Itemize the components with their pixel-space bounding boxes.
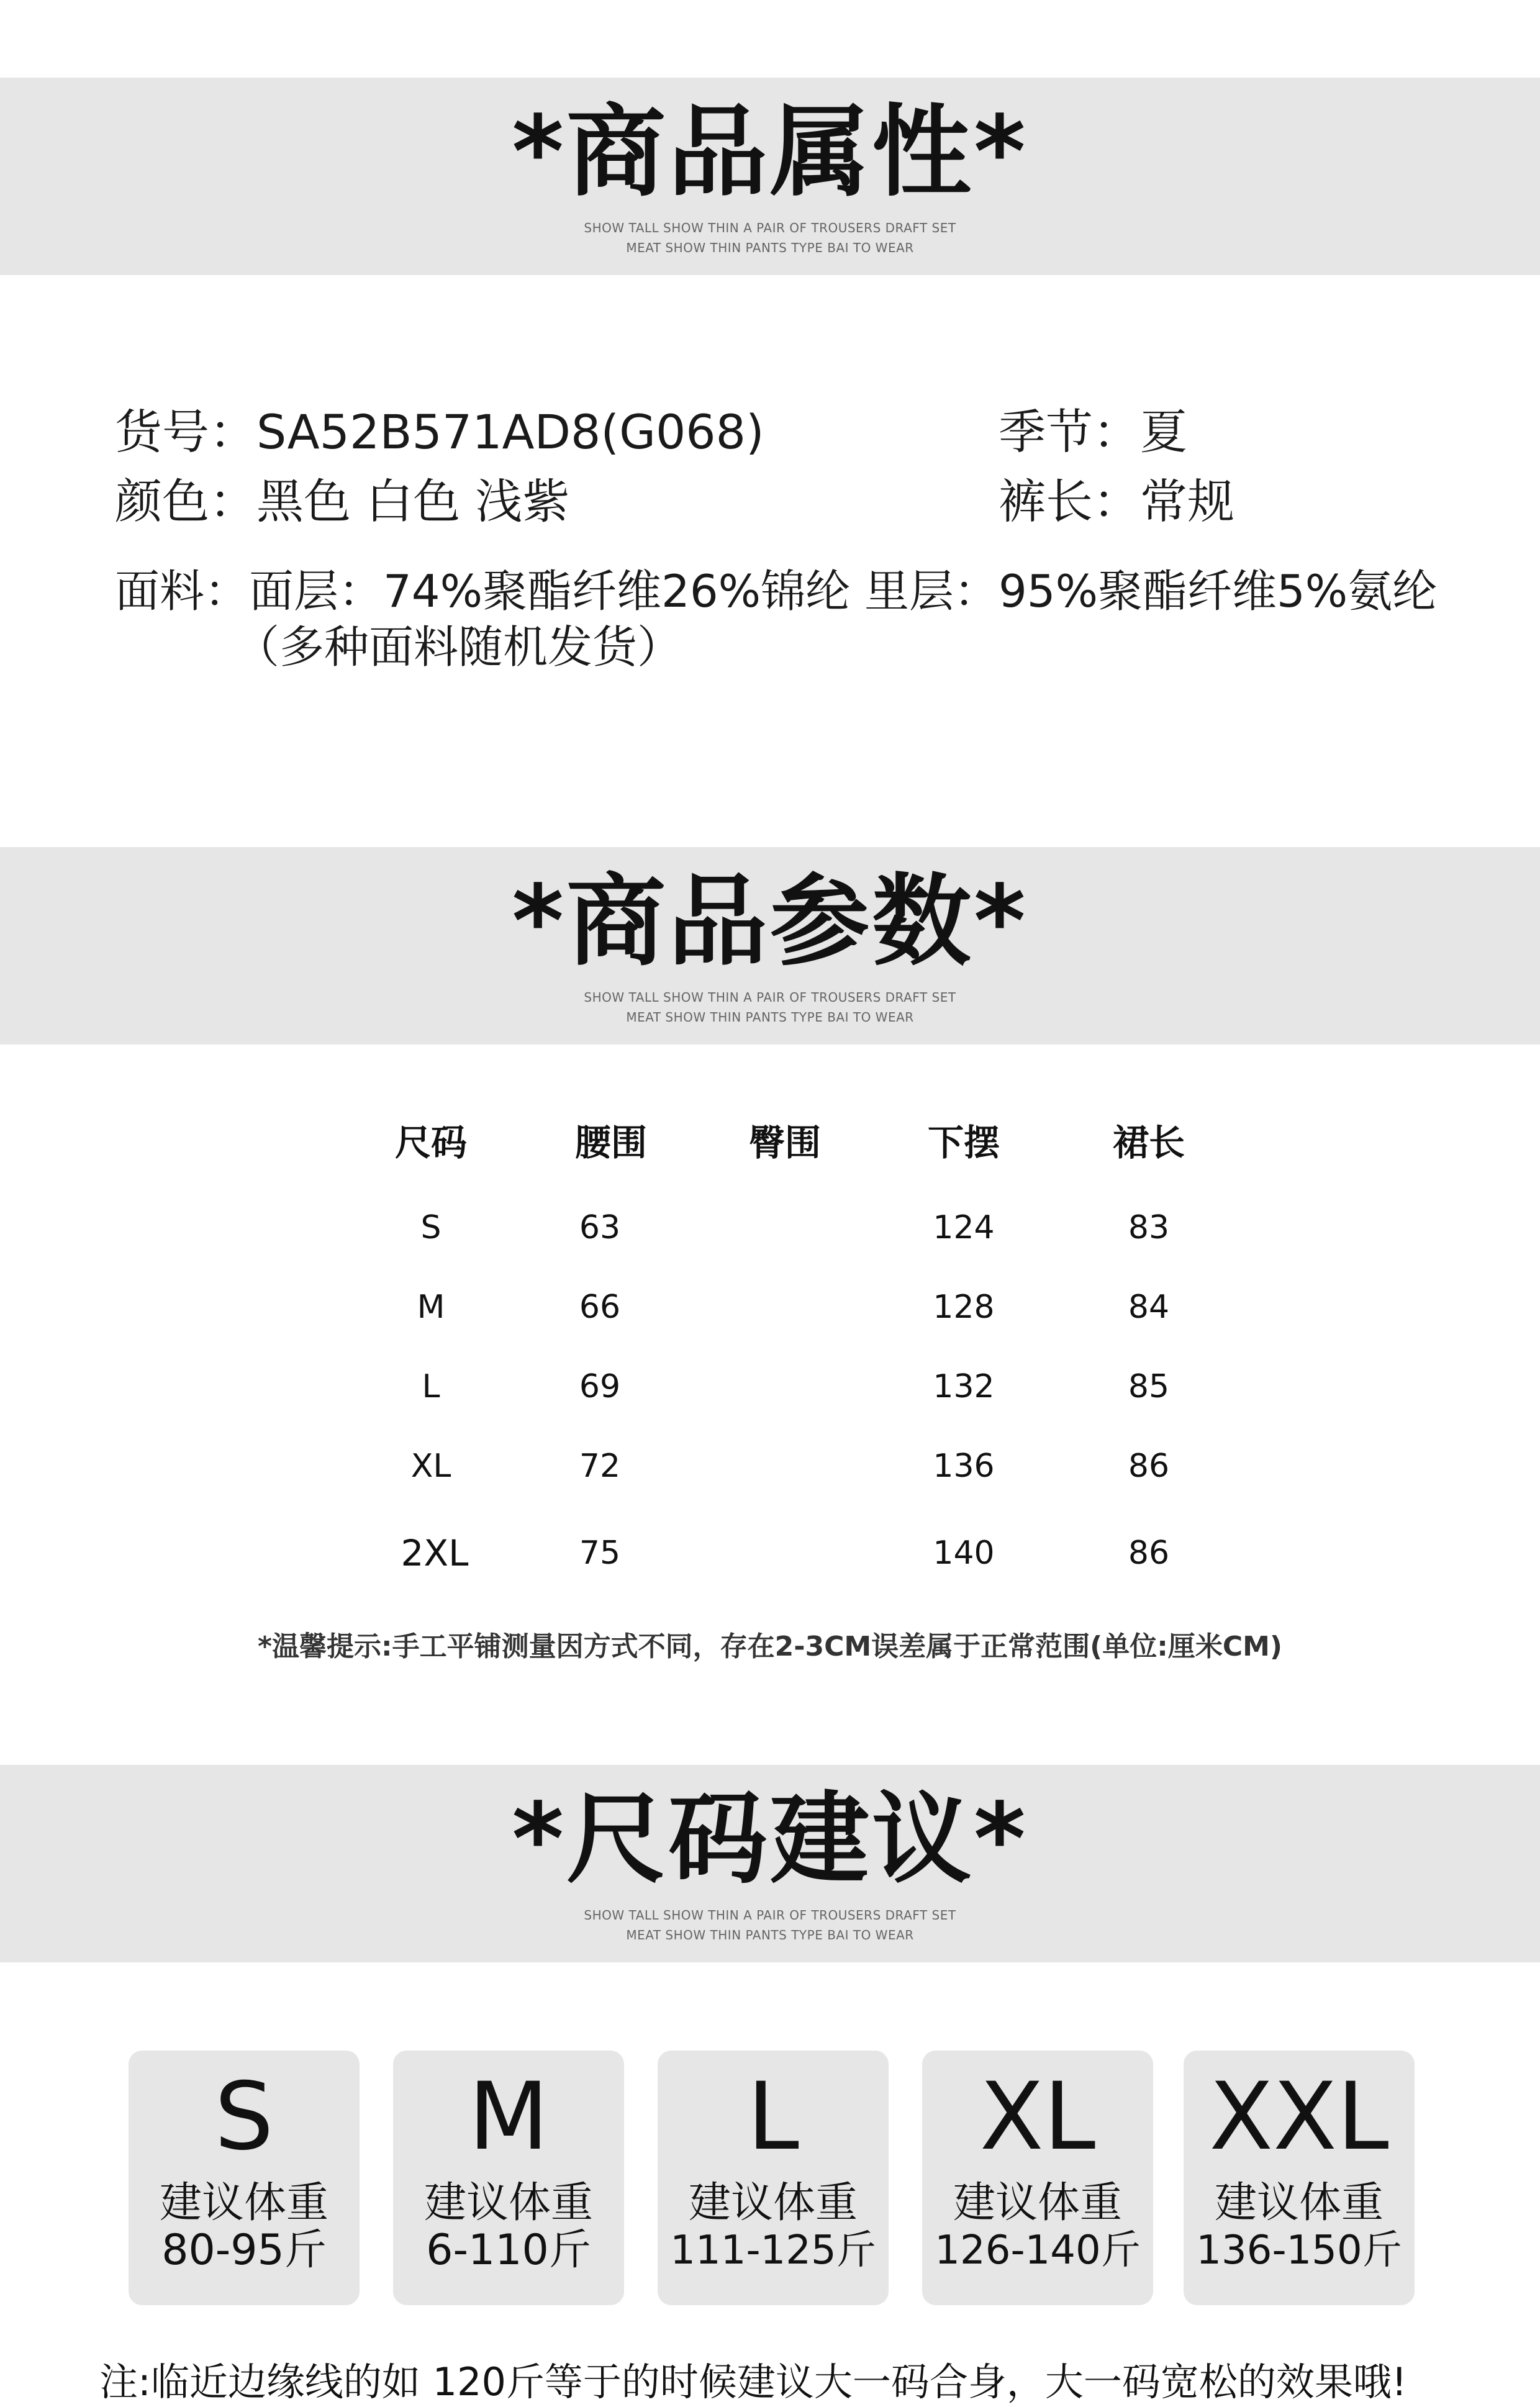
size-card-weight: 6-110斤 — [426, 2226, 591, 2275]
size-advice-subtitle-line2: MEAT SHOW THIN PANTS TYPE BAI TO WEAR — [626, 1928, 914, 1942]
table-cell-hem: 140 — [933, 1534, 995, 1572]
parameters-subtitle-line1: SHOW TALL SHOW THIN A PAIR OF TROUSERS DRAFT SET — [584, 990, 956, 1005]
attr-length: 裤长：常规 — [999, 474, 1234, 529]
attr-fabric: 面料：面层：74%聚酯纤维26%锦纶 里层：95%聚酯纤维5%氨纶 — [115, 565, 1438, 617]
table-cell-length: 86 — [1128, 1448, 1170, 1485]
table-cell-length: 84 — [1128, 1289, 1170, 1326]
table-header-cell: 腰围 — [574, 1122, 647, 1164]
attr-fabric-note: （多种面料随机发货） — [235, 621, 682, 673]
size-note: 注:临近边缘线的如 120斤等于的时候建议大一码合身，大一码宽松的效果哦! — [99, 2359, 1407, 2405]
table-header-cell: 尺码 — [394, 1122, 467, 1164]
attributes-subtitle-line2: MEAT SHOW THIN PANTS TYPE BAI TO WEAR — [626, 240, 914, 255]
table-cell-size: XL — [410, 1448, 451, 1485]
size-advice-subtitle — [0, 1905, 1540, 1945]
size-card-m — [393, 2051, 624, 2305]
attr-season: 季节：夏 — [999, 404, 1187, 460]
size-card-label: 建议体重 — [424, 2178, 593, 2228]
table-header-cell: 裙长 — [1112, 1122, 1185, 1164]
size-card-label: 建议体重 — [688, 2178, 858, 2228]
measurement-tip: *温馨提示:手工平铺测量因方式不同，存在2-3CM误差属于正常范围(单位:厘米CM) — [257, 1631, 1283, 1662]
table-cell-waist: 66 — [579, 1289, 621, 1326]
size-card-label: 建议体重 — [159, 2178, 328, 2228]
size-card-weight: 126-140斤 — [935, 2228, 1141, 2273]
table-cell-length: 86 — [1128, 1534, 1170, 1572]
attributes-subtitle-line1: SHOW TALL SHOW THIN A PAIR OF TROUSERS DRAFT SET — [584, 220, 956, 235]
attr-item-no: 货号：SA52B571AD8(G068) — [115, 404, 764, 460]
table-cell-hem: 128 — [933, 1289, 995, 1326]
table-cell-size: M — [417, 1289, 445, 1326]
size-card-size: XXL — [1209, 2063, 1389, 2171]
size-card-xxl — [1184, 2051, 1415, 2305]
table-header-cell: 臀围 — [748, 1122, 821, 1164]
size-card-size: L — [747, 2063, 799, 2171]
parameters-header-band — [0, 847, 1540, 1045]
table-header-cell: 下摆 — [927, 1122, 1000, 1164]
size-card-weight: 136-150斤 — [1196, 2228, 1402, 2273]
parameters-subtitle — [0, 987, 1540, 1027]
attributes-header-band — [0, 78, 1540, 275]
size-card-label: 建议体重 — [1214, 2178, 1384, 2228]
size-card-l — [658, 2051, 889, 2305]
size-advice-title: *尺码建议* — [512, 1781, 1028, 1897]
table-cell-waist: 63 — [579, 1209, 621, 1246]
size-advice-header-band — [0, 1765, 1540, 1962]
attributes-title: *商品属性* — [512, 94, 1028, 210]
table-cell-hem: 132 — [933, 1368, 995, 1405]
parameters-title: *商品参数* — [512, 863, 1028, 979]
table-cell-size: S — [420, 1209, 442, 1246]
size-card-size: XL — [979, 2063, 1096, 2171]
table-cell-length: 85 — [1128, 1368, 1170, 1405]
size-card-xl — [922, 2051, 1153, 2305]
size-card-size: M — [468, 2063, 549, 2171]
size-card-weight: 80-95斤 — [161, 2226, 327, 2275]
table-cell-length: 83 — [1128, 1209, 1170, 1246]
size-advice-subtitle-line1: SHOW TALL SHOW THIN A PAIR OF TROUSERS DRAFT SET — [584, 1908, 956, 1923]
table-cell-hem: 136 — [933, 1448, 995, 1485]
table-cell-waist: 69 — [579, 1368, 621, 1405]
table-cell-size: L — [422, 1368, 440, 1405]
size-card-weight: 111-125斤 — [670, 2228, 876, 2273]
size-card-size: S — [214, 2063, 274, 2171]
attr-color: 颜色：黑色 白色 浅紫 — [115, 474, 570, 529]
size-card-s — [129, 2051, 360, 2305]
table-cell-size: 2XL — [401, 1532, 469, 1574]
table-cell-waist: 75 — [579, 1534, 621, 1572]
parameters-subtitle-line2: MEAT SHOW THIN PANTS TYPE BAI TO WEAR — [626, 1010, 914, 1025]
attributes-subtitle — [0, 218, 1540, 258]
table-cell-waist: 72 — [579, 1448, 621, 1485]
table-cell-hem: 124 — [933, 1209, 995, 1246]
size-card-label: 建议体重 — [953, 2178, 1122, 2228]
